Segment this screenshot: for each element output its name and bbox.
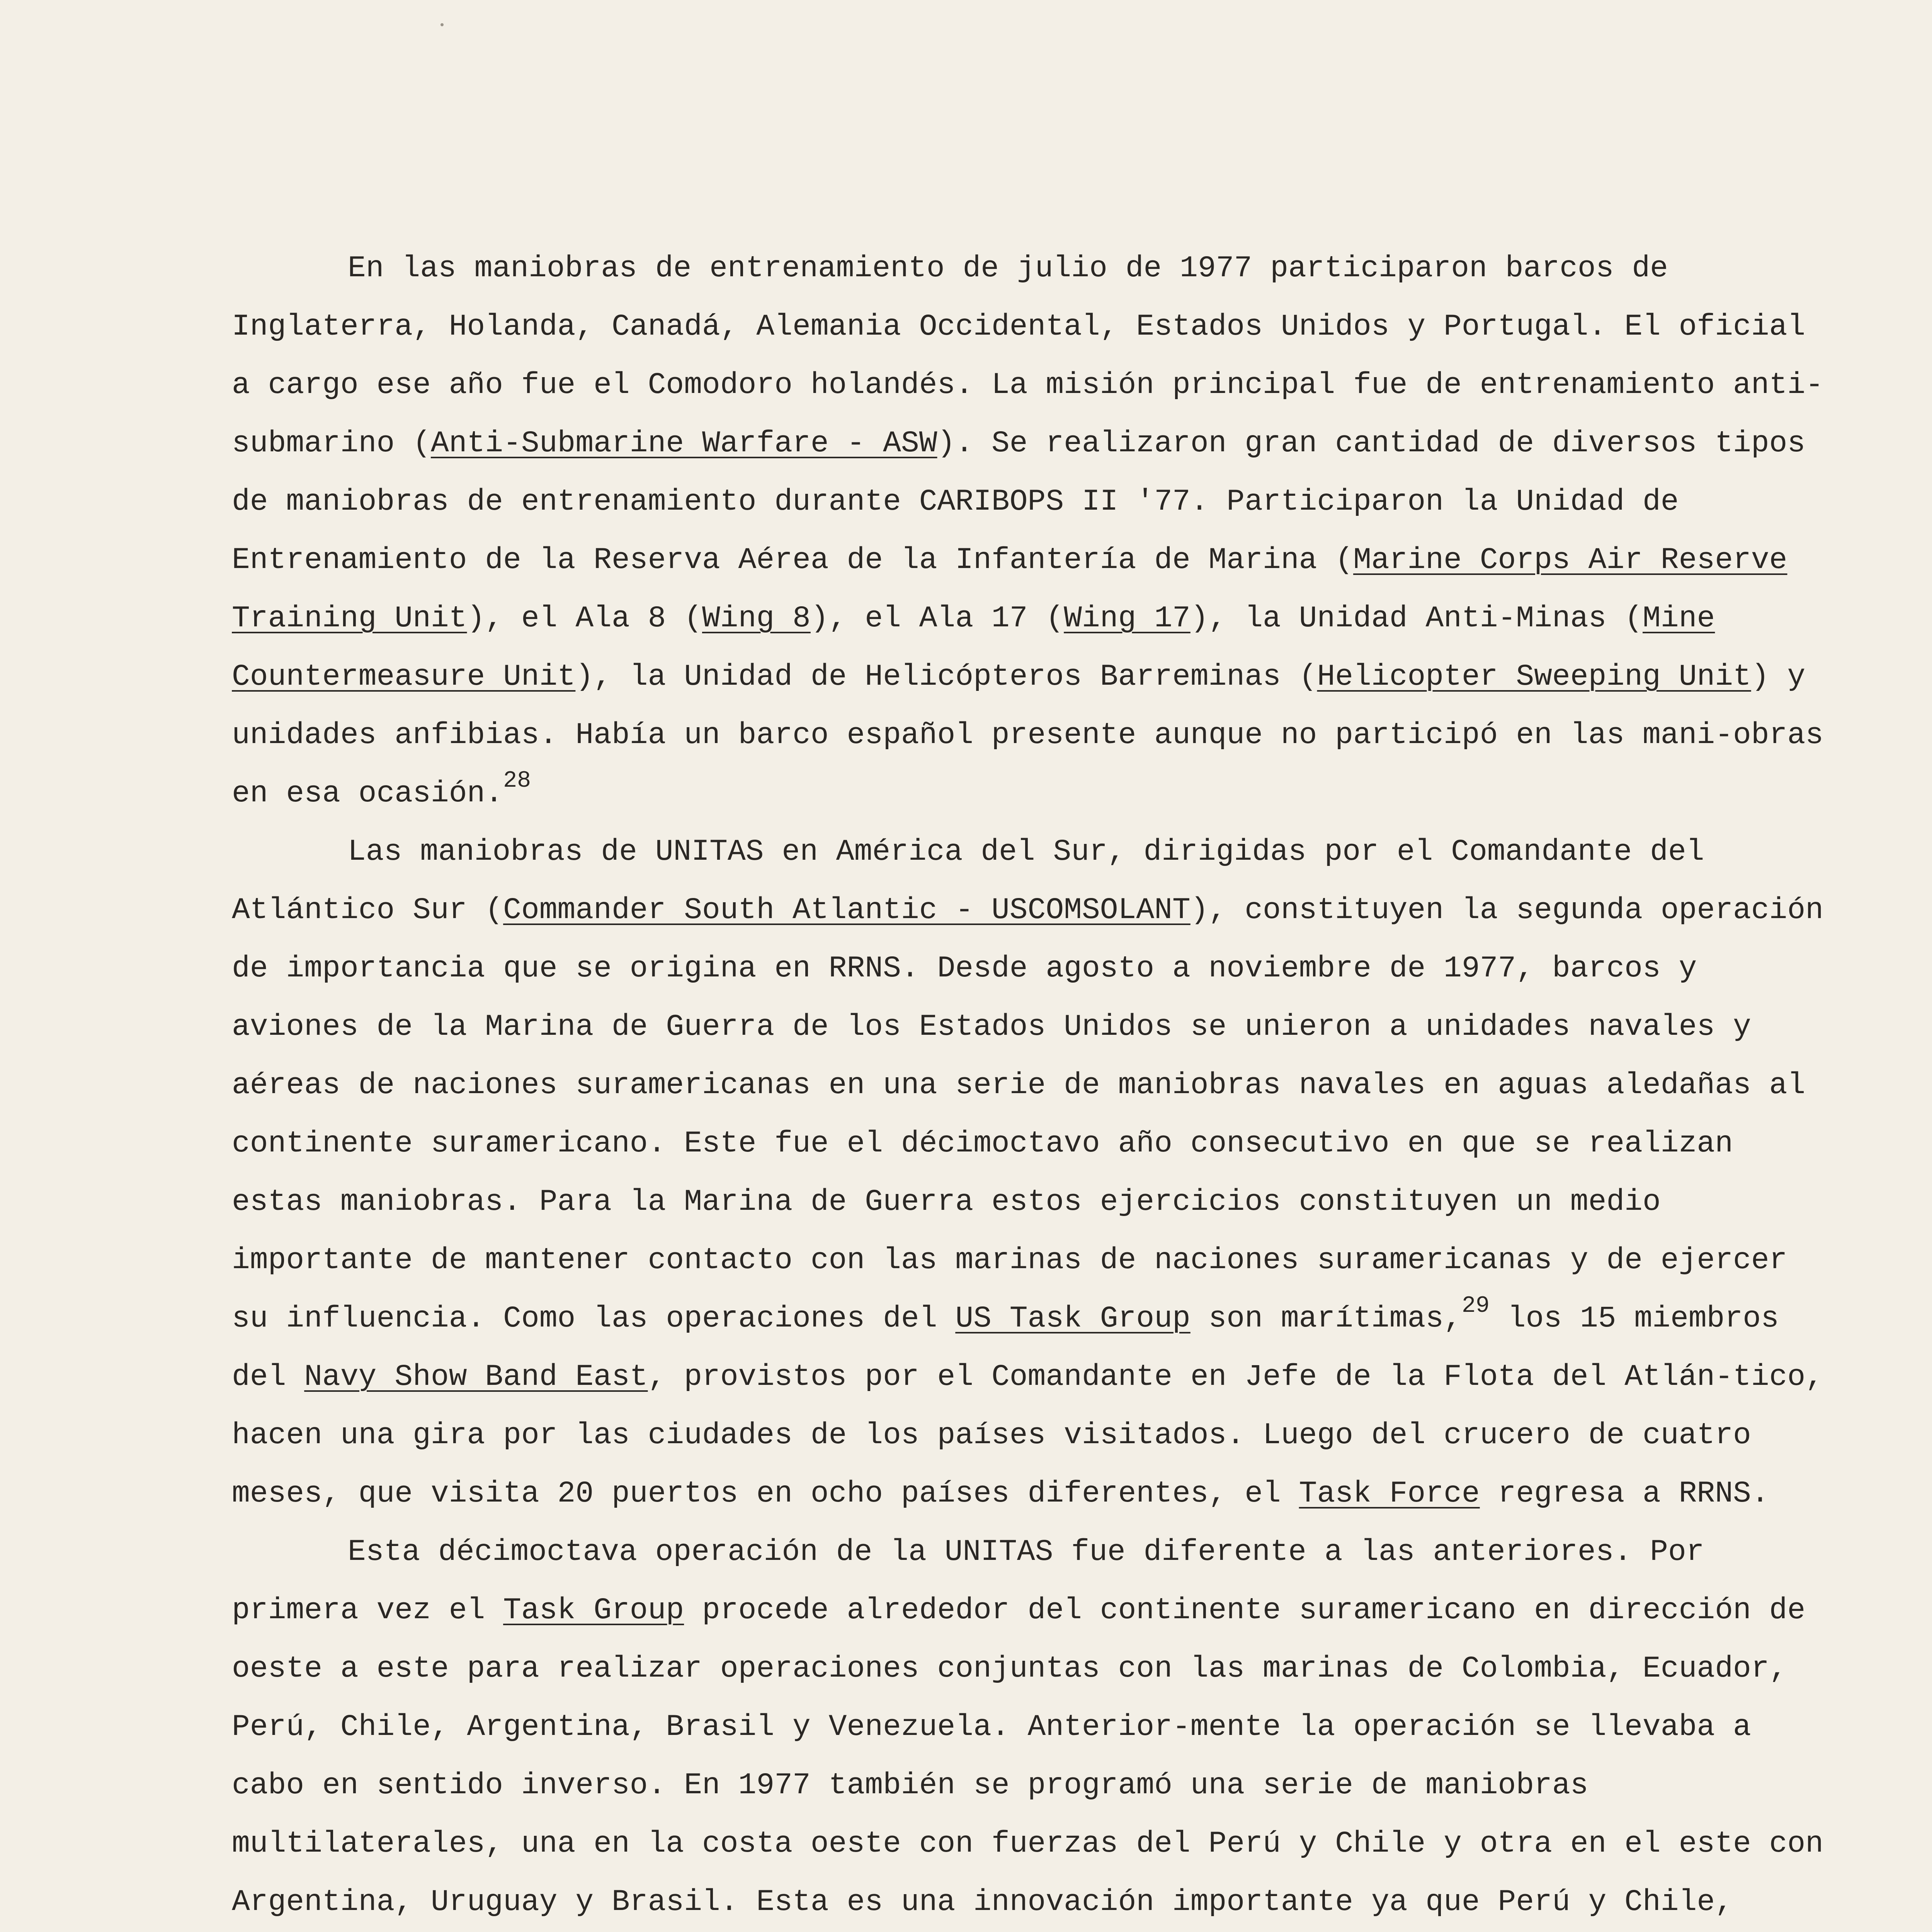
underlined-term: Navy Show Band East	[304, 1360, 648, 1394]
text-run: los 15 miembros del	[232, 1302, 1779, 1394]
underlined-term: Task Group	[503, 1594, 684, 1628]
text-run: Las maniobras de UNITAS en América del Sur, dirigidas por el Comandante del Atlántico Sur (	[232, 835, 1704, 927]
footnote-marker: 28	[503, 768, 531, 794]
paragraph-caribops	[232, 240, 1835, 823]
underlined-term: Helicopter Sweeping Unit	[1317, 660, 1751, 694]
text-run: son marítimas,	[1190, 1302, 1462, 1336]
text-run: En las maniobras de entrenamiento de julio de 1977 participaron barcos de Inglaterra, Holanda, Canadá, Alemania Occidental, Estados Unidos y Portugal. El oficial a cargo ese año fue el Comodoro holandés. La misión principal fue de entrenamiento anti-submarino (	[232, 252, 1824, 461]
text-run: ), el Ala 8 (	[467, 602, 702, 636]
text-run: ) y unidades anfibias. Había un barco español presente aunque no participó en las mani-obras en esa ocasión.	[232, 660, 1824, 811]
underlined-term: Anti-Submarine Warfare - ASW	[430, 427, 937, 461]
paragraph-unitas	[232, 823, 1835, 1523]
text-run: ), la Unidad de Helicópteros Barreminas (	[575, 660, 1317, 694]
underlined-term: US Task Group	[955, 1302, 1190, 1336]
underlined-term: Wing 8	[702, 602, 811, 636]
paragraph-eighteenth-operation	[232, 1523, 1835, 1932]
text-run: ), constituyen la segunda operación de importancia que se origina en RRNS. Desde agosto a noviembre de 1977, barcos y aviones de la Marina de Guerra de los Estados Unidos se unieron a unidades navales y aéreas de naciones suramericanas en una serie de maniobras navales en aguas aledañas al continente suramericano. Este fue el décimoctavo año consecutivo en que se realizan estas maniobras. Para la Marina de Guerra estos ejercicios constituyen un medio importante de mantener contacto con las marinas de naciones suramericanas y de ejercer su influencia. Como las operaciones del	[232, 893, 1824, 1336]
footnote-marker: 29	[1461, 1293, 1490, 1319]
text-run: ). Se realizaron gran cantidad de diversos tipos de maniobras de entrenamiento durante CARIBOPS II '77. Participaron la Unidad de Entrenamiento de la Reserva Aérea de la Infantería de Marina (	[232, 427, 1806, 577]
underlined-term: Mine Countermeasure Unit	[232, 602, 1715, 694]
text-run: Esta décimoctava operación de la UNITAS fue diferente a las anteriores. Por primera vez el	[232, 1535, 1704, 1628]
underlined-term: Commander South Atlantic - USCOMSOLANT	[503, 893, 1190, 927]
underlined-term: Task Force	[1299, 1477, 1480, 1511]
underlined-term: Wing 17	[1064, 602, 1190, 636]
document-body	[232, 240, 1835, 1932]
text-run: ), la Unidad Anti-Minas (	[1190, 602, 1643, 636]
text-run: procede alrededor del continente suramericano en dirección de oeste a este para realizar operaciones conjuntas con las marinas de Colombia, Ecuador, Perú, Chile, Argentina, Brasil y Venezuela. Anterior-mente la operación se llevaba a cabo en sentido inverso. En 1977 también se programó una serie de maniobras multilaterales, una en la costa oeste con fuerzas del Perú y Chile y otra en el este con Argentina, Uruguay y Brasil. Esta es una innovación importante ya que Perú y Chile,	[232, 1594, 1824, 1919]
text-run: regresa a RRNS.	[1480, 1477, 1769, 1511]
paper-speck	[440, 23, 444, 26]
underlined-term: Marine Corps Air Reserve Training Unit	[232, 543, 1787, 636]
text-run: , provistos por el Comandante en Jefe de la Flota del Atlán-tico, hacen una gira por las ciudades de los países visitados. Luego del crucero de cuatro meses, que visita 20 puertos en ocho países diferentes, el	[232, 1360, 1824, 1511]
text-run: ), el Ala 17 (	[810, 602, 1064, 636]
